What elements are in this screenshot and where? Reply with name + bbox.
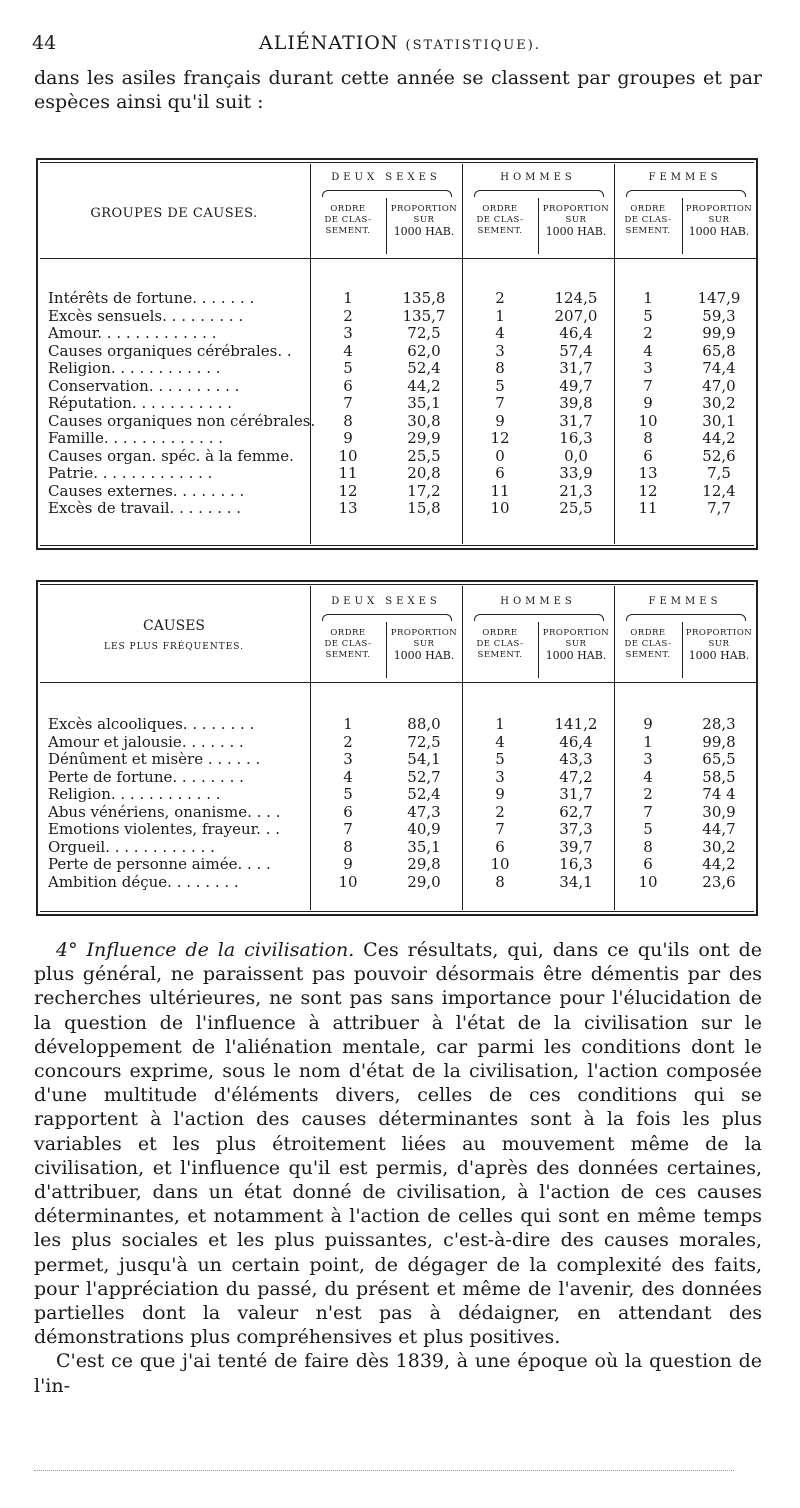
- table-cell: 5: [643, 820, 653, 838]
- table-cell: 44,2: [702, 855, 736, 873]
- col-header-proportion-line: SUR: [565, 215, 587, 225]
- table-cell: 58,5: [702, 767, 736, 786]
- row-label: Causes organiques non cérébrales.: [48, 411, 316, 430]
- table-cell: 34,1: [559, 872, 593, 891]
- table-cell: 8: [343, 411, 353, 430]
- table-cell: 4: [495, 732, 505, 751]
- table-cell: 8: [643, 837, 653, 856]
- page-number: 44: [32, 32, 57, 54]
- table-cell: 30,2: [702, 394, 736, 412]
- col-header-proportion-line: PROPORTION: [542, 628, 610, 638]
- table-cell: 7: [643, 802, 653, 821]
- row-label: Intérêts de fortune. . . . . . .: [48, 289, 255, 307]
- col-header-rank-line: DE CLAS-: [476, 639, 524, 649]
- table-cell: 52,7: [407, 767, 441, 786]
- table-cell: 59,3: [702, 306, 736, 325]
- row-label: Réputation. . . . . . . . . . .: [48, 394, 233, 412]
- table-cell: 62,0: [407, 341, 441, 360]
- table-cell: 10: [338, 446, 358, 465]
- table-cell: 6: [343, 376, 353, 395]
- table-cell: 72,5: [407, 732, 441, 751]
- table-cell: 9: [343, 429, 353, 447]
- table-cell: 12: [638, 481, 658, 500]
- running-title-sub: (STATISTIQUE).: [405, 38, 541, 53]
- table-cell: 46,4: [559, 324, 593, 342]
- table-cell: 99,8: [702, 732, 736, 751]
- table-cell: 12: [490, 429, 510, 447]
- col-header-rank-line: DE CLAS-: [624, 639, 672, 649]
- col-header-rank: [614, 628, 682, 661]
- table-cell: 40,9: [407, 820, 441, 838]
- row-label: Causes organ. spéc. à la femme.: [48, 446, 294, 465]
- table-cell: 25,5: [407, 446, 441, 465]
- table-cell: 6: [495, 464, 505, 482]
- col-header-proportion: [538, 204, 614, 237]
- col-header-proportion-line: 1000 HAB.: [393, 649, 455, 662]
- col-header-proportion: [682, 628, 756, 661]
- table-cell: 4: [643, 767, 653, 786]
- table-cell: 10: [638, 411, 658, 430]
- table-cell: 3: [495, 341, 505, 360]
- col-header-rank-line: ORDRE: [330, 628, 366, 638]
- table-cell: 31,7: [559, 359, 593, 377]
- table-cell: 7: [495, 820, 505, 838]
- section-heading: 4° Influence de la civilisation.: [56, 939, 355, 961]
- table-cell: 35,1: [407, 837, 441, 856]
- col-header-proportion-line: PROPORTION: [390, 628, 458, 638]
- col-header-proportion-line: PROPORTION: [685, 628, 753, 638]
- table-cell: 12,4: [702, 481, 736, 500]
- col-header-rank-line: ORDRE: [630, 628, 666, 638]
- table-cell: 88,0: [407, 715, 441, 733]
- table-cell: 6: [643, 446, 653, 465]
- table-cell: 2: [343, 306, 353, 325]
- table-cell: 1: [495, 306, 505, 325]
- row-label: Ambition déçue. . . . . . . .: [48, 872, 239, 891]
- table-cell: 1: [643, 289, 653, 307]
- group-bracket: [626, 190, 746, 197]
- group-bracket: [474, 614, 604, 621]
- table-cell: 2: [343, 732, 353, 751]
- table-cell: 44,2: [407, 376, 441, 395]
- col-header-proportion-line: 1000 HAB.: [545, 649, 607, 662]
- table-cell: 9: [343, 855, 353, 873]
- table-cell: 8: [495, 872, 505, 891]
- row-label: Orgueil. . . . . . . . . . . .: [48, 837, 215, 856]
- table-cell: 124,5: [554, 289, 598, 307]
- col-header-rank-line: ORDRE: [630, 204, 666, 214]
- table1-title: GROUPES DE CAUSES.: [90, 206, 258, 221]
- col-header-rank: [462, 204, 538, 237]
- group-header: FEMMES: [648, 172, 722, 183]
- col-header-rank: [310, 628, 386, 661]
- table-cell: 11: [338, 464, 358, 482]
- col-header-proportion-line: 1000 HAB.: [393, 225, 455, 238]
- table-cell: 2: [495, 802, 505, 821]
- table-cell: 74 4: [702, 785, 736, 803]
- col-header-rank-line: SEMENT.: [625, 650, 671, 660]
- table-cell: 47,3: [407, 802, 441, 821]
- group-bracket: [626, 614, 746, 621]
- row-label: Perte de fortune. . . . . . . .: [48, 767, 244, 786]
- table-cell: 37,3: [559, 820, 593, 838]
- table-cell: 39,8: [559, 394, 593, 412]
- col-header-rank-line: DE CLAS-: [476, 215, 524, 225]
- col-header-proportion: [538, 628, 614, 661]
- table-cell: 4: [495, 324, 505, 342]
- table-cell: 0: [495, 446, 505, 465]
- col-header-proportion: [386, 628, 462, 661]
- table-cell: 39,7: [559, 837, 593, 856]
- col-header-proportion: [682, 204, 756, 237]
- table-cell: 5: [495, 376, 505, 395]
- row-label: Excès de travail. . . . . . . .: [48, 499, 242, 517]
- table-cell: 3: [343, 750, 353, 768]
- paragraph-next: C'est ce que j'ai tenté de faire dès 1839, à une époque où la question de l'in-: [34, 1350, 762, 1397]
- col-header-proportion-line: SUR: [708, 215, 730, 225]
- table-cell: 74,4: [702, 359, 736, 377]
- table-cell: 65,5: [702, 750, 736, 768]
- group-bracket: [322, 614, 452, 621]
- row-label: Patrie. . . . . . . . . . . . .: [48, 464, 213, 482]
- bottom-rule: [34, 1470, 734, 1471]
- header-separator: [40, 682, 756, 683]
- table-cell: 47,0: [702, 376, 736, 395]
- col-header-rank-line: DE CLAS-: [624, 215, 672, 225]
- col-header-proportion-line: PROPORTION: [542, 204, 610, 214]
- col-header-rank-line: SEMENT.: [477, 650, 523, 660]
- table-cell: 10: [490, 855, 510, 873]
- row-label: Abus vénériens, onanisme. . . .: [48, 802, 281, 821]
- table-cell: 30,8: [407, 411, 441, 430]
- body-text: [34, 938, 762, 1398]
- table-cell: 52,4: [407, 785, 441, 803]
- col-header-proportion-line: PROPORTION: [390, 204, 458, 214]
- col-header-rank-line: DE CLAS-: [324, 215, 372, 225]
- table-cell: 1: [643, 732, 653, 751]
- table-cell: 44,7: [702, 820, 736, 838]
- col-header-proportion-line: 1000 HAB.: [545, 225, 607, 238]
- table-cell: 12: [338, 481, 358, 500]
- table-cell: 25,5: [559, 499, 593, 517]
- table-cell: 72,5: [407, 324, 441, 342]
- group-header: DEUX SEXES: [331, 172, 441, 183]
- col-header-proportion-line: 1000 HAB.: [688, 225, 750, 238]
- table-cell: 10: [338, 872, 358, 891]
- running-title: [32, 32, 768, 54]
- row-label: Causes externes. . . . . . . .: [48, 481, 245, 500]
- table-cell: 44,2: [702, 429, 736, 447]
- col-header-proportion-line: SUR: [708, 639, 730, 649]
- paragraph-text: Ces résultats, qui, dans ce qu'ils ont de plus général, ne paraissent pas pouvoir désormais être démentis par des recherches ultérieures, ne sont pas sans importance pour l'élucidation de la question de l'influence à attribuer à l'état de la civilisation sur le développement de l'aliénation mentale, car parmi les conditions dont le concours exprime, sous le nom d'état de la civilisation, l'action composée d'une multitude d'éléments divers, celles de ces conditions qui se rapportent à l'action des causes déterminantes sont à la fois les plus variables et les plus étroitement liées au mouvement même de la civilisation, et l'influence qu'il est permis, d'après des données certaines, d'attribuer, dans un état donné de civilisation, à l'action de ces causes déterminantes, et notamment à l'action de celles qui sont en même temps les plus sociales et les plus puissantes, c'est-à-dire des causes morales, permet, jusqu'à un certain point, de dégager de la complexité des faits, pour l'appréciation du passé, du présent et même de l'avenir, des données partielles dont la valeur n'est pas à dédaigner, en attendant des démonstrations plus compréhensives et plus positives.: [34, 939, 763, 1349]
- table-cell: 9: [495, 411, 505, 430]
- col-header-rank: [462, 628, 538, 661]
- col-header-rank-line: ORDRE: [482, 204, 518, 214]
- table-cell: 147,9: [697, 289, 741, 307]
- table-cell: 135,8: [402, 289, 446, 307]
- table-cell: 35,1: [407, 394, 441, 412]
- group-bracket: [322, 190, 452, 197]
- table-cell: 13: [338, 499, 358, 517]
- row-label: Emotions violentes, frayeur. . .: [48, 820, 281, 838]
- table-cell: 47,2: [559, 767, 593, 786]
- group-header: HOMMES: [500, 596, 576, 607]
- table-cell: 5: [495, 750, 505, 768]
- table2-title: CAUSES: [142, 618, 206, 634]
- table-cell: 52,6: [702, 446, 736, 465]
- table-cell: 141,2: [554, 715, 598, 733]
- table-cell: 54,1: [407, 750, 441, 768]
- page-header: [32, 32, 768, 62]
- table-cell: 30,2: [702, 837, 736, 856]
- table-cell: 15,8: [407, 499, 441, 517]
- row-label: Dénûment et misère . . . . . .: [48, 750, 261, 768]
- table-cell: 5: [643, 306, 653, 325]
- table-cell: 7,7: [707, 499, 731, 517]
- table-cell: 6: [643, 855, 653, 873]
- table-cell: 3: [643, 359, 653, 377]
- table-cell: 49,7: [559, 376, 593, 395]
- table-cell: 17,2: [407, 481, 441, 500]
- table-cell: 16,3: [559, 429, 593, 447]
- header-separator: [40, 258, 756, 259]
- col-header-proportion-line: 1000 HAB.: [688, 649, 750, 662]
- table-cell: 7: [343, 820, 353, 838]
- group-header: HOMMES: [500, 172, 576, 183]
- col-header-rank: [310, 204, 386, 237]
- table-cell: 6: [343, 802, 353, 821]
- table-cell: 1: [343, 715, 353, 733]
- table-cell: 7: [643, 376, 653, 395]
- group-bracket: [474, 190, 604, 197]
- table-cell: 8: [495, 359, 505, 377]
- table-cell: 16,3: [559, 855, 593, 873]
- row-label: Excès alcooliques. . . . . . . .: [48, 715, 255, 733]
- table-cell: 13: [638, 464, 658, 482]
- col-header-rank-line: SEMENT.: [325, 226, 371, 236]
- table-cell: 29,0: [407, 872, 441, 891]
- table-cell: 11: [490, 481, 510, 500]
- row-label: Excès sensuels. . . . . . . . .: [48, 306, 244, 325]
- table-cell: 31,7: [559, 411, 593, 430]
- table-cell: 135,7: [402, 306, 446, 325]
- table-cell: 11: [638, 499, 658, 517]
- col-header-proportion: [386, 204, 462, 237]
- table-cell: 29,8: [407, 855, 441, 873]
- col-header-proportion-line: SUR: [413, 639, 435, 649]
- table-cell: 30,1: [702, 411, 736, 430]
- col-header-rank-line: ORDRE: [330, 204, 366, 214]
- table-cell: 2: [643, 324, 653, 342]
- col-header-rank-line: SEMENT.: [625, 226, 671, 236]
- table-cell: 65,8: [702, 341, 736, 360]
- group-header: DEUX SEXES: [331, 596, 441, 607]
- table-cell: 10: [638, 872, 658, 891]
- row-label: Amour. . . . . . . . . . . . .: [48, 324, 217, 342]
- table-cell: 207,0: [554, 306, 598, 325]
- table2-subtitle: LES PLUS FRÉQUENTES.: [103, 642, 244, 652]
- table-cell: 0,0: [564, 446, 588, 465]
- col-header-proportion-line: PROPORTION: [685, 204, 753, 214]
- table-causes-frequentes: [36, 580, 758, 916]
- col-header-rank-line: DE CLAS-: [324, 639, 372, 649]
- table-cell: 99,9: [702, 324, 736, 342]
- table-cell: 21,3: [559, 481, 593, 500]
- table-cell: 5: [343, 785, 353, 803]
- table-cell: 8: [643, 429, 653, 447]
- table-cell: 62,7: [559, 802, 593, 821]
- col-header-rank-line: SEMENT.: [477, 226, 523, 236]
- table-cell: 6: [495, 837, 505, 856]
- group-header: FEMMES: [648, 596, 722, 607]
- table-cell: 31,7: [559, 785, 593, 803]
- table-cell: 4: [343, 767, 353, 786]
- col-header-proportion-line: SUR: [413, 215, 435, 225]
- table-cell: 46,4: [559, 732, 593, 751]
- table-cell: 30,9: [702, 802, 736, 821]
- table-groupes-de-causes: [36, 158, 758, 550]
- table-cell: 7: [495, 394, 505, 412]
- table-cell: 43,3: [559, 750, 593, 768]
- col-header-rank-line: SEMENT.: [325, 650, 371, 660]
- table-cell: 23,6: [702, 872, 736, 891]
- table-cell: 10: [490, 499, 510, 517]
- row-label: Perte de personne aimée. . . .: [48, 855, 271, 873]
- row-label: Conservation. . . . . . . . . .: [48, 376, 240, 395]
- table-cell: 2: [643, 785, 653, 803]
- col-header-rank: [614, 204, 682, 237]
- table-cell: 9: [495, 785, 505, 803]
- table-cell: 29,9: [407, 429, 441, 447]
- paragraph-influence: [34, 938, 762, 1349]
- table-cell: 5: [343, 359, 353, 377]
- table-cell: 4: [343, 341, 353, 360]
- col-header-proportion-line: SUR: [565, 639, 587, 649]
- table-cell: 7,5: [707, 464, 731, 482]
- table-cell: 28,3: [702, 715, 736, 733]
- table-cell: 33,9: [559, 464, 593, 482]
- col-header-rank-line: ORDRE: [482, 628, 518, 638]
- table-cell: 9: [643, 715, 653, 733]
- table-cell: 3: [495, 767, 505, 786]
- table-cell: 52,4: [407, 359, 441, 377]
- intro-paragraph: dans les asiles français durant cette année se classent par groupes et par espèces ainsi qu'il suit :: [34, 67, 762, 113]
- row-label: Causes organiques cérébrales. .: [48, 341, 292, 360]
- table-cell: 3: [643, 750, 653, 768]
- row-label: Religion. . . . . . . . . . . .: [48, 359, 221, 377]
- table-cell: 57,4: [559, 341, 593, 360]
- running-title-main: ALIÉNATION: [259, 32, 399, 54]
- table-cell: 2: [495, 289, 505, 307]
- table-cell: 8: [343, 837, 353, 856]
- row-label: Famille. . . . . . . . . . . . .: [48, 429, 224, 447]
- table-cell: 9: [643, 394, 653, 412]
- table-cell: 4: [643, 341, 653, 360]
- row-label: Amour et jalousie. . . . . . .: [48, 732, 244, 751]
- table-cell: 7: [343, 394, 353, 412]
- table-cell: 1: [495, 715, 505, 733]
- table-cell: 20,8: [407, 464, 441, 482]
- row-label: Religion. . . . . . . . . . . .: [48, 785, 221, 803]
- table-cell: 3: [343, 324, 353, 342]
- table-cell: 1: [343, 289, 353, 307]
